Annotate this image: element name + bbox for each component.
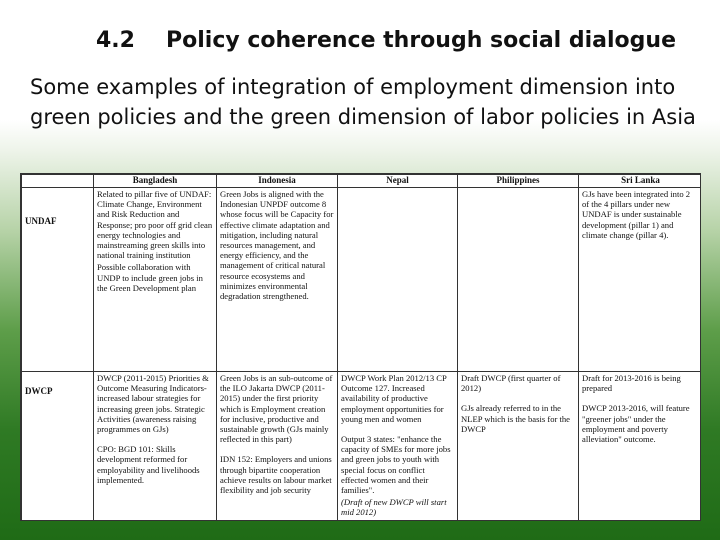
cell-text: Green Jobs is aligned with the Indonesian UNPDF outcome 8 whose focus will be Capacity for effective climate adaptation and mitigation, including natural resources management, and energy efficiency, and the management of critical natural resource ecosystems and minimizes environmental degradation strengthened. [220, 189, 334, 302]
cell-text: DWCP Work Plan 2012/13 CP Outcome 127. Increased availability of productive employment opportunities for young men and women [341, 373, 447, 424]
cell-text: IDN 152: Employers and unions through bipartite cooperation achieve results on labour market flexibility and job security [220, 454, 332, 496]
cell-dwcp-philippines [458, 372, 579, 522]
cell-undaf-nepal [338, 188, 458, 372]
cell-text: Draft for 2013-2016 is being prepared [582, 373, 681, 394]
cell-undaf-srilanka [579, 188, 702, 372]
cell-dwcp-srilanka [579, 372, 702, 522]
cell-text: Related to pillar five of UNDAF: Climate Change, Environment and Risk Reduction and Response; pro poor off grid clean energy technologies and mainstreaming green skills into national training institution [97, 189, 213, 261]
row-label-dwcp: DWCP [22, 372, 94, 522]
header-indonesia: Indonesia [217, 175, 338, 188]
comparison-table [20, 173, 701, 521]
cell-dwcp-nepal [338, 372, 458, 522]
cell-text: Output 3 states: "enhance the capacity of SMEs for more jobs and green jobs to youth with special focus on conflict effected women and their families". [341, 434, 451, 496]
cell-text: GJs already referred to in the NLEP which is the basis for the DWCP [461, 403, 570, 434]
cell-undaf-bangladesh [94, 188, 217, 372]
table-header-row [22, 175, 702, 188]
cell-text: DWCP (2011-2015) Priorities & Outcome Measuring Indicators-increased labour strategies for increasing green jobs. Strategic Activities (awareness raising programmes on GJs) [97, 373, 209, 435]
section-title: Policy coherence through social dialogue [166, 28, 676, 53]
cell-text: Possible collaboration with UNDP to include green jobs in the Green Development plan [97, 262, 203, 293]
slide-heading [96, 28, 676, 53]
cell-text: DWCP 2013-2016, will feature "greener jobs" under the employment and poverty alleviation" outcome. [582, 403, 690, 445]
header-srilanka: Sri Lanka [579, 175, 702, 188]
cell-dwcp-bangladesh [94, 372, 217, 522]
cell-undaf-indonesia [217, 188, 338, 372]
cell-text: CPO: BGD 101: Skills development reformed for employability and livelihoods implemented. [97, 444, 200, 485]
cell-text: (Draft of new DWCP will start mid 2012) [341, 497, 447, 518]
cell-text: Green Jobs is an sub-outcome of the ILO Jakarta DWCP (2011-2015) under the first priority which is Employment creation for inclusive, productive and sustainable growth (GJs mainly reflected in this part) [220, 373, 333, 445]
header-philippines: Philippines [458, 175, 579, 188]
slide-subtitle: Some examples of integration of employment dimension into green policies and the green dimension of labor policies in Asia [30, 75, 696, 129]
policy-table [21, 174, 701, 521]
section-number: 4.2 [96, 28, 135, 53]
header-bangladesh: Bangladesh [94, 175, 217, 188]
cell-text: Draft DWCP (first quarter of 2012) [461, 373, 561, 394]
header-nepal: Nepal [338, 175, 458, 188]
table-row-undaf [22, 188, 702, 372]
row-label-undaf: UNDAF [22, 188, 94, 372]
cell-dwcp-indonesia [217, 372, 338, 522]
cell-undaf-philippines [458, 188, 579, 372]
table-row-dwcp [22, 372, 702, 522]
header-blank [22, 175, 94, 188]
cell-text: GJs have been integrated into 2 of the 4 pillars under new UNDAF is under sustainable development (pillar 1) and climate change (pillar 4). [582, 189, 691, 240]
